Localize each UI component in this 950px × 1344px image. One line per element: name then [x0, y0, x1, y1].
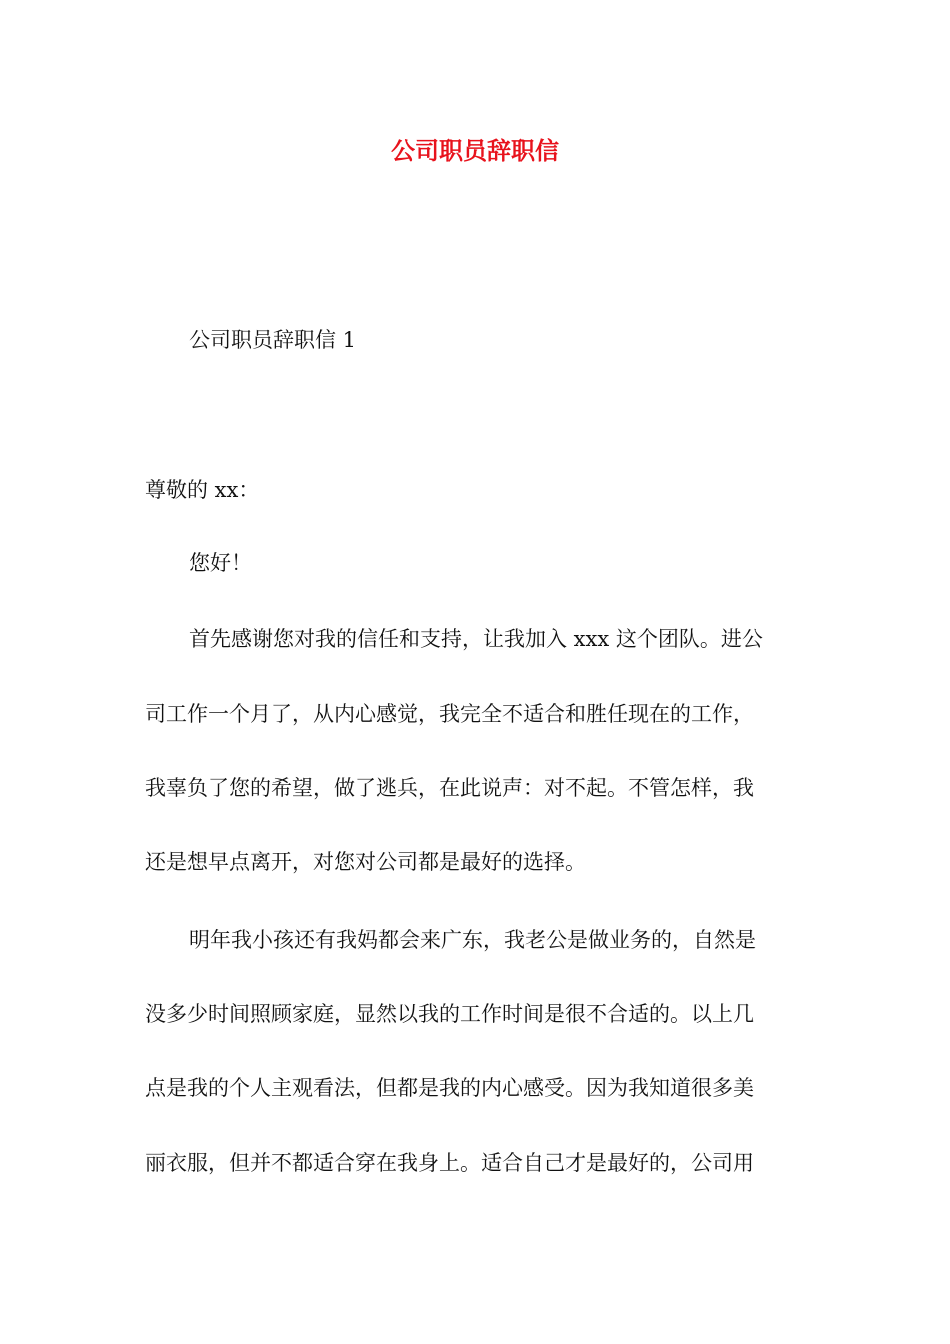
paragraph-line: 明年我小孩还有我妈都会来广东，我老公是做业务的，自然是 [189, 928, 756, 952]
paragraph-line: 没多少时间照顾家庭，显然以我的工作时间是很不合适的。以上几 [145, 1002, 754, 1026]
paragraph-line: 丽衣服，但并不都适合穿在我身上。适合自己才是最好的，公司用 [145, 1151, 754, 1175]
paragraph-line: 司工作一个月了，从内心感觉，我完全不适合和胜任现在的工作， [145, 702, 754, 726]
salutation: 尊敬的 xx： [145, 478, 260, 502]
paragraph-line: 点是我的个人主观看法，但都是我的内心感受。因为我知道很多美 [145, 1076, 754, 1100]
paragraph-line: 首先感谢您对我的信任和支持，让我加入 xxx 这个团队。进公 [189, 627, 763, 651]
paragraph-line: 还是想早点离开，对您对公司都是最好的选择。 [145, 850, 586, 874]
greeting: 您好！ [189, 551, 252, 575]
document-title: 公司职员辞职信 [391, 136, 559, 165]
paragraph-line: 我辜负了您的希望，做了逃兵，在此说声：对不起。不管怎样，我 [145, 776, 754, 800]
section-heading: 公司职员辞职信 1 [189, 328, 357, 352]
